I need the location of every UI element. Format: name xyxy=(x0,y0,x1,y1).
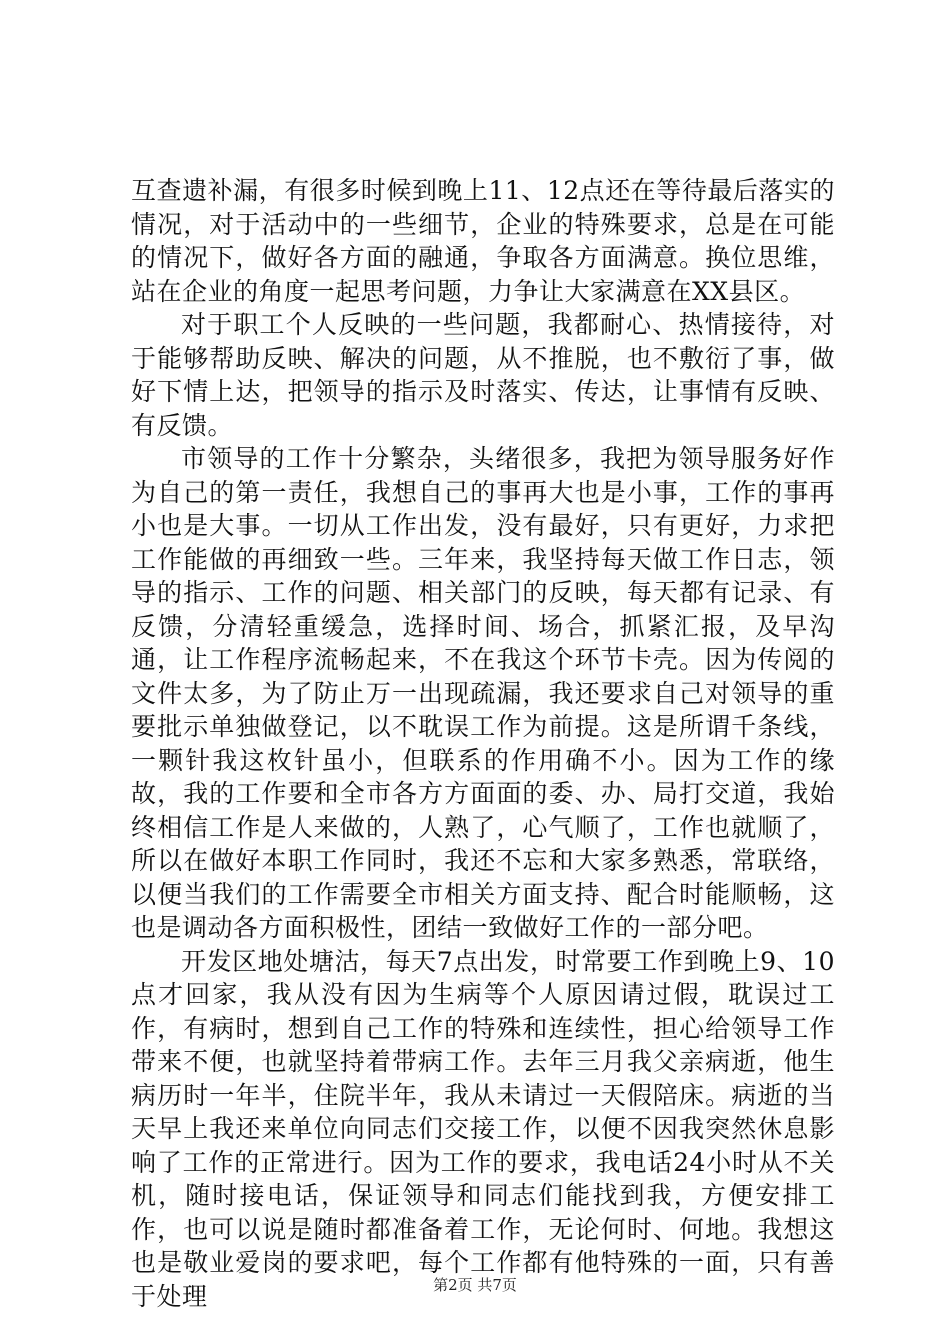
page-number-footer: 第2页 共7页 xyxy=(433,1276,517,1294)
document-body xyxy=(131,174,835,1313)
paragraph: 市领导的工作十分繁杂，头绪很多，我把为领导服务好作为自己的第一责任，我想自己的事再大也是小事，工作的事再小也是大事。一切从工作出发，没有最好，只有更好，力求把工作能做的再细致一些。三年来，我坚持每天做工作日志，领导的指示、工作的问题、相关部门的反映，每天都有记录、有反馈，分清轻重缓急，选择时间、场合，抓紧汇报，及早沟通，让工作程序流畅起来，不在我这个环节卡壳。因为传阅的文件太多，为了防止万一出现疏漏，我还要求自己对领导的重要批示单独做登记，以不耽误工作为前提。这是所谓千条线，一颗针我这枚针虽小，但联系的作用确不小。因为工作的缘故，我的工作要和全市各方方面面的委、办、局打交道，我始终相信工作是人来做的，人熟了，心气顺了，工作也就顺了，所以在做好本职工作同时，我还不忘和大家多熟悉，常联络，以便当我们的工作需要全市相关方面支持、配合时能顺畅，这也是调动各方面积极性，团结一致做好工作的一部分吧。 xyxy=(131,444,835,942)
paragraph: 对于职工个人反映的一些问题，我都耐心、热情接待，对于能够帮助反映、解决的问题，从不推脱，也不敷衍了事，做好下情上达，把领导的指示及时落实、传达，让事情有反映、有反馈。 xyxy=(131,310,835,440)
paragraph: 开发区地处塘沽，每天7点出发，时常要工作到晚上9、10点才回家，我从没有因为生病等个人原因请过假，耽误过工作，有病时，想到自己工作的特殊和连续性，担心给领导工作带来不便，也就坚持着带病工作。去年三月我父亲病逝，他生病历时一年半，住院半年，我从未请过一天假陪床。病逝的当天早上我还来单位向同志们交接工作，以便不因我突然休息影响了工作的正常进行。因为工作的要求，我电话24小时从不关机，随时接电话，保证领导和同志们能找到我，方便安排工作，也可以说是随时都准备着工作，无论何时、何地。我想这也是敬业爱岗的要求吧，每个工作都有他特殊的一面，只有善于处理 xyxy=(131,946,835,1311)
paragraph-continued: 互查遗补漏，有很多时候到晚上11、12点还在等待最后落实的情况，对于活动中的一些细节，企业的特殊要求，总是在可能的情况下，做好各方面的融通，争取各方面满意。换位思维，站在企业的角度一起思考问题，力争让大家满意在XX县区。 xyxy=(131,176,835,306)
